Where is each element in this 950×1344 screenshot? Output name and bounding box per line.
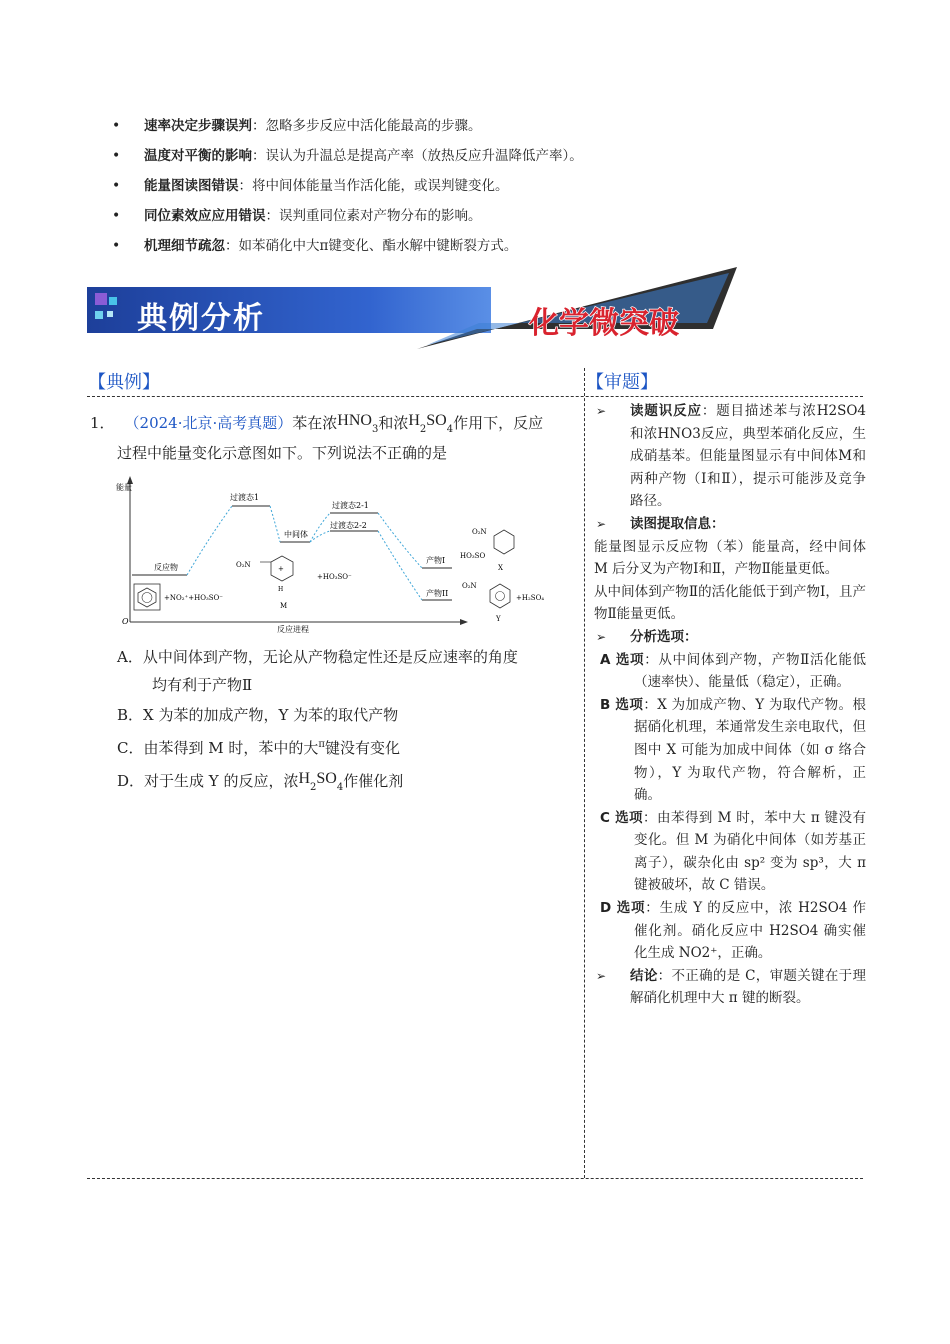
- stem-text: 苯在浓: [292, 414, 338, 432]
- stem-text: 和浓: [378, 414, 409, 432]
- option-c-pi: π: [318, 739, 325, 750]
- formula-h2so4: H: [408, 412, 420, 429]
- analysis-paragraph: 能量图显示反应物（苯）能量高，经中间体 M 后分叉为产物Ⅰ和Ⅱ，产物Ⅱ能量更低。: [594, 538, 866, 578]
- bullet-label: 温度对平衡的影响: [144, 148, 252, 164]
- option-text: ：从中间体到产物，产物Ⅱ活化能低（速率快）、能量低（稳定），正确。: [634, 651, 866, 691]
- question-number: 1．: [90, 414, 115, 432]
- step-colon: ：: [711, 515, 725, 532]
- option-c: [117, 732, 400, 761]
- analysis-step-1: [594, 400, 866, 513]
- arrow-icon: ➢: [596, 404, 607, 418]
- option-text: ：生成 Y 的反应中，浓 H2SO4 作催化剂。硝化反应中 H2SO4 确实催化生成 NO2⁺，正确。: [634, 900, 866, 962]
- svg-text:H: H: [278, 586, 284, 593]
- option-text: ：X 为加成产物、Y 为取代产物。根据硝化机理，苯通常发生亲电取代，但图中 X 可能为加成中间体（如 σ 络合物），Y 为取代产物，符合解析，正确。: [634, 696, 866, 804]
- chem-logo-icon: [417, 267, 747, 351]
- section-banner: [87, 274, 743, 349]
- analysis-option-d: [594, 897, 866, 965]
- m-label: M: [280, 602, 288, 610]
- banner-title: 典例分析: [137, 301, 265, 336]
- step-text: ：不正确的是 C，审题关键在于理解硝化机理中大 π 键的断裂。: [630, 967, 867, 1007]
- x-hso3o-label: HO₃SO: [460, 552, 486, 560]
- origin-label: O: [122, 617, 129, 626]
- option-label: A 选项: [600, 651, 645, 668]
- option-text: ：由苯得到 M 时，苯中大 π 键没有变化。但 M 为硝化中间体（如芳基正离子），碳杂化由 sp² 变为 sp³，大 π 键被破坏，故 C 错误。: [634, 809, 866, 894]
- logo-cn-text: 化学微突破: [529, 306, 679, 341]
- step-title: 结论: [630, 967, 658, 984]
- ts22-label: 过渡态2-2: [330, 521, 367, 530]
- analysis-step-2: [594, 513, 866, 536]
- bullet-text: ：误判重同位素对产物分布的影响。: [265, 208, 482, 224]
- formula-sub: 4: [446, 424, 454, 435]
- reactant-formula: +NO₂⁺+HO₃SO⁻: [164, 594, 223, 602]
- bullet-label: 同位素效应应用错误: [144, 208, 266, 224]
- question-stem-line2: 过程中能量变化示意图如下。下列说法不正确的是: [117, 444, 448, 462]
- y-label: Y: [496, 615, 501, 623]
- analysis-step-3: [594, 626, 866, 649]
- banner-square-icon: [95, 293, 107, 305]
- arrow-icon: ➢: [596, 968, 607, 983]
- svg-text:+: +: [278, 565, 284, 573]
- logo-en-text: chemistry: [535, 274, 621, 301]
- banner-square-icon: [95, 311, 103, 319]
- x-axis-label: 反应进程: [277, 625, 309, 634]
- bullet-label: 能量图读图错误: [144, 178, 239, 194]
- ts21-label: 过渡态2-1: [332, 501, 369, 510]
- banner-square-icon: [109, 297, 117, 305]
- option-a-line2: 均有利于产物Ⅱ: [152, 676, 253, 694]
- analysis-conclusion: [594, 965, 866, 1010]
- formula-hno3: HNO: [337, 412, 372, 429]
- analysis-paragraph: 从中间体到产物Ⅱ的活化能低于到产物Ⅰ，且产物Ⅱ能量更低。: [594, 583, 866, 623]
- ts1-label: 过渡态1: [230, 493, 260, 502]
- example-header: 【典例】: [88, 372, 160, 393]
- analysis-option-a: [594, 649, 866, 694]
- option-d-text: D．对于生成 Y 的反应，浓: [117, 772, 299, 790]
- product2-label: 产物II: [426, 589, 449, 598]
- analysis-column: [594, 400, 866, 1010]
- formula-h2so4: H: [298, 770, 311, 787]
- formula-h2so4: SO: [426, 412, 447, 429]
- x-no2-label: O₂N: [472, 528, 487, 536]
- bottom-divider: [87, 1178, 863, 1179]
- reactant-label: 反应物: [154, 563, 178, 572]
- formula-sub: 4: [336, 782, 344, 793]
- y-axis-label: 能量: [116, 483, 132, 492]
- question-source: （2024·北京·高考真题）: [124, 414, 293, 432]
- option-b: B．X 为苯的加成产物，Y 为苯的取代产物: [117, 706, 399, 724]
- option-c-text: C．由苯得到 M 时，苯中的大: [117, 739, 319, 757]
- arrow-icon: ➢: [596, 629, 607, 644]
- step-title: 读题识反应: [630, 403, 702, 419]
- step-title: 读图提取信息: [630, 515, 711, 532]
- question-stem: [90, 408, 543, 443]
- option-d-text: 作催化剂: [343, 772, 404, 790]
- stem-text: 作用下，反应: [453, 414, 544, 432]
- bullet-text: ：忽略多步反应中活化能最高的步骤。: [252, 118, 482, 134]
- analysis-option-c: [594, 807, 866, 897]
- intermediate-label: 中间体: [284, 530, 308, 539]
- formula-sub: 2: [419, 424, 427, 435]
- header-divider: [87, 396, 863, 397]
- formula-sub: 3: [371, 424, 379, 435]
- analysis-option-b: [594, 694, 866, 807]
- option-label: C 选项: [600, 809, 644, 826]
- option-label: D 选项: [600, 900, 646, 917]
- m-no2-label: O₂N: [236, 561, 251, 569]
- energy-diagram: [112, 476, 572, 636]
- option-label: B 选项: [600, 696, 644, 713]
- formula-h2so4: SO: [316, 770, 337, 787]
- y-no2-label: O₂N: [462, 582, 477, 590]
- formula-sub: 2: [310, 782, 317, 793]
- bullet-text: ：将中间体能量当作活化能，或误判键变化。: [238, 178, 509, 194]
- step-title: 分析选项: [630, 628, 684, 645]
- bullet-text: ：误认为升温总是提高产率（放热反应升温降低产率）。: [252, 148, 583, 164]
- m-plus-formula: +HO₃SO⁻: [317, 573, 352, 581]
- banner-square-icon: [107, 311, 113, 317]
- bullet-label: 机理细节疏忽: [144, 238, 225, 254]
- column-divider: [584, 368, 585, 1178]
- option-c-text: 键没有变化: [324, 739, 400, 757]
- x-label: X: [498, 564, 503, 572]
- product1-label: 产物I: [426, 556, 446, 565]
- analysis-header: 【审题】: [586, 372, 658, 393]
- option-d: [117, 766, 403, 801]
- option-a-line1: A．从中间体到产物，无论从产物稳定性还是反应速率的角度: [117, 648, 518, 666]
- step-text: ：题目描述苯与浓H2SO4和浓HNO3反应，典型苯硝化反应，生成硝基苯。但能量图显示有中间体M和两种产物（Ⅰ和Ⅱ），提示可能涉及竞争路径。: [630, 403, 866, 510]
- step-colon: ：: [684, 628, 698, 645]
- bullet-label: 速率决定步骤误判: [144, 118, 252, 134]
- bullet-text: ：如苯硝化中大π键变化、酯水解中键断裂方式。: [225, 238, 518, 254]
- arrow-icon: ➢: [596, 516, 607, 531]
- y-plus-formula: +H₂SO₄: [516, 594, 545, 602]
